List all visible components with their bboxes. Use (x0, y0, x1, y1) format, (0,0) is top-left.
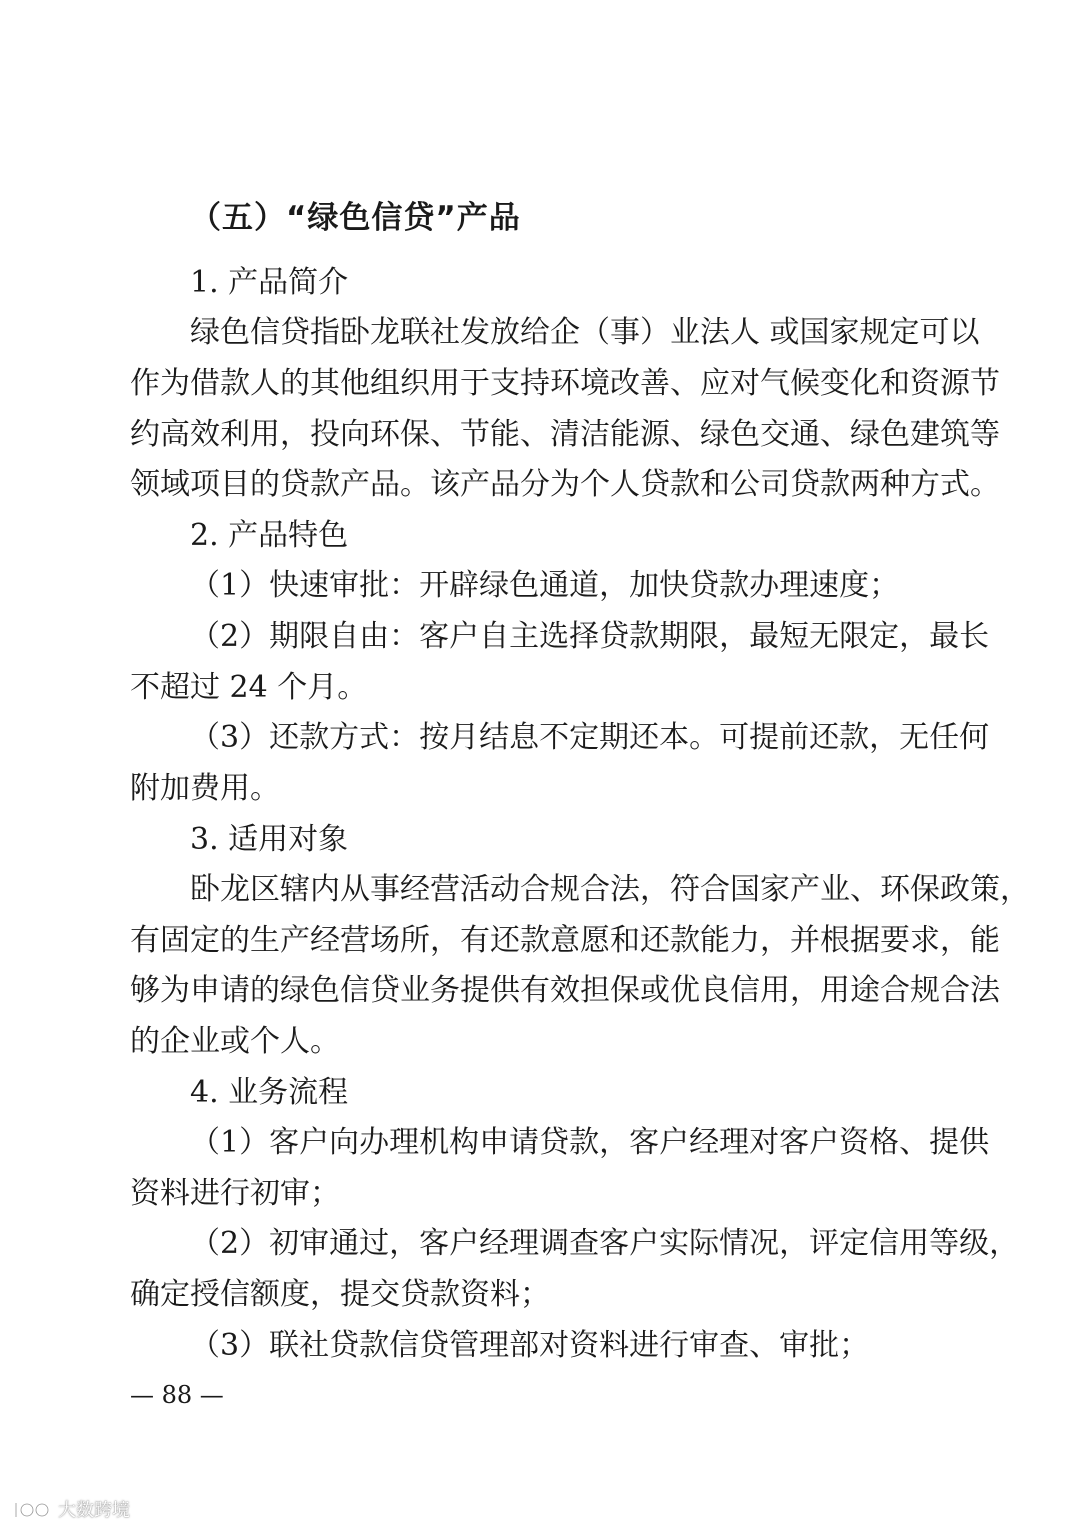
paragraph-line: 的企业或个人。 (130, 1024, 340, 1059)
paragraph-line: 够为申请的绿色信贷业务提供有效担保或优良信用，用途合规合法 (130, 973, 1000, 1008)
section-heading: （五）“绿色信贷”产品 (190, 200, 521, 236)
paragraph-line: （2）初审通过，客户经理调查客户实际情况，评定信用等级， (190, 1226, 1020, 1261)
brand-logo-icon (12, 1497, 52, 1521)
paragraph-line: （3）还款方式：按月结息不定期还本。可提前还款，无任何 (190, 720, 990, 755)
paragraph-line: （1）客户向办理机构申请贷款，客户经理对客户资格、提供 (190, 1125, 990, 1160)
paragraph-line: 作为借款人的其他组织用于支持环境改善、应对气候变化和资源节 (130, 366, 1000, 401)
subheading-applicable-objects: 3. 适用对象 (190, 822, 349, 857)
paragraph-line: （1）快速审批：开辟绿色通道，加快贷款办理速度； (190, 568, 900, 603)
paragraph-line: 有固定的生产经营场所，有还款意愿和还款能力，并根据要求，能 (130, 923, 1000, 958)
subheading-product-intro: 1. 产品简介 (190, 265, 349, 300)
paragraph-line: （3）联社贷款信贷管理部对资料进行审查、审批； (190, 1328, 870, 1363)
paragraph-line: 领域项目的贷款产品。该产品分为个人贷款和公司贷款两种方式。 (130, 467, 1000, 502)
paragraph-line: 不超过 24 个月。 (130, 670, 368, 705)
watermark-text: 大数跨境 (58, 1500, 130, 1521)
paragraph-line: 确定授信额度，提交贷款资料； (130, 1277, 550, 1312)
paragraph-line: （2）期限自由：客户自主选择贷款期限，最短无限定，最长 (190, 619, 990, 654)
paragraph-line: 卧龙区辖内从事经营活动合规合法，符合国家产业、环保政策， (190, 872, 1030, 907)
subheading-product-features: 2. 产品特色 (190, 518, 349, 553)
paragraph-line: 资料进行初审； (130, 1176, 340, 1211)
paragraph-line: 约高效利用，投向环保、节能、清洁能源、绿色交通、绿色建筑等 (130, 417, 1000, 452)
paragraph-line: 绿色信贷指卧龙联社发放给企（事）业法人 或国家规定可以 (190, 315, 980, 350)
subheading-business-process: 4. 业务流程 (190, 1075, 349, 1110)
page-number: — 88 — (130, 1381, 224, 1409)
watermark (12, 1496, 130, 1522)
paragraph-line: 附加费用。 (130, 771, 280, 806)
